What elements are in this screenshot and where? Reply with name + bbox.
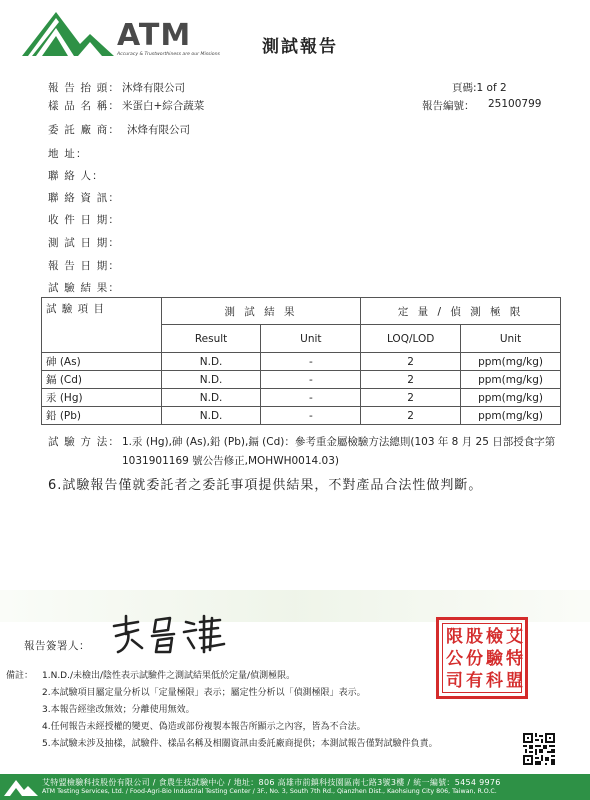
row-loq: 2 [361,389,461,407]
field-label-test-date: 測 試 日 期： [48,237,121,249]
row-loq-unit: ppm(mg/kg) [461,389,561,407]
method-text: 1.汞 (Hg),砷 (As),鉛 (Pb),鎘 (Cd)：參考重金屬檢驗方法總則(103 年 8 月 25 日部授食字第 1031901169 號公告修正,MOHWH0014.03) [122,436,556,467]
stamp-char: 檢 [486,627,503,647]
table-header-row [42,298,561,325]
field-label-received-date: 收 件 日 期： [48,214,121,226]
header-test-item: 試 驗 項 目 [42,298,162,353]
stamp-char: 公 [446,649,463,669]
mountain-logo-icon [22,8,114,58]
stamp-char: 份 [466,649,483,669]
note-item: 1.N.D./未檢出/陰性表示試驗件之測試結果低於定量/偵測極限。 [42,671,296,681]
document-title: 測試報告 [262,37,338,57]
note-item: 5.本試驗未涉及抽樣，試驗件、樣品名稱及相關資訊由委託廠商提供；本測試報告僅對試驗件負責。 [42,739,438,749]
table-row [42,353,561,371]
report-number-value: 25100799 [488,98,542,110]
subheader-loq: LOQ/LOD [361,325,461,353]
row-loq: 2 [361,407,461,425]
stamp-char: 驗 [486,649,503,669]
field-label-test-results: 試 驗 結 果： [48,282,121,294]
subheader-unit: Unit [261,325,361,353]
field-value-sample-name: 米蛋白+綜合蔬菜 [122,100,205,112]
signer-label: 報告簽署人： [24,640,90,652]
row-loq: 2 [361,353,461,371]
logo-tagline: Accuracy & Trustworthiness are our Missions [117,52,220,57]
row-loq: 2 [361,371,461,389]
table-row [42,371,561,389]
stamp-char: 股 [466,627,483,647]
row-result: N.D. [161,371,261,389]
field-label-contact: 聯 絡 人： [48,170,104,182]
stamp-char: 有 [466,671,483,691]
row-result: N.D. [161,353,261,371]
table-row [42,389,561,407]
field-label-contact-info: 聯 絡 資 訊： [48,192,121,204]
report-number-label: 報告編號： [422,100,475,112]
company-logo [22,8,220,60]
row-unit: - [261,353,361,371]
field-value-report-header: 沐烽有限公司 [122,82,185,94]
stamp-char: 特 [506,649,523,669]
results-table [41,297,561,425]
row-loq-unit: ppm(mg/kg) [461,371,561,389]
stamp-char: 盟 [506,671,523,691]
row-item: 鉛 (Pb) [42,407,162,425]
signature-image [108,612,238,658]
header-limit: 定 量 / 偵 測 極 限 [361,298,561,325]
note-item: 3.本報告經塗改無效；分離使用無效。 [42,705,195,715]
page-number: 頁碼:1 of 2 [452,82,507,94]
subheader-loq-unit: Unit [461,325,561,353]
company-seal-stamp [436,617,528,699]
notes-label: 備註： [6,671,34,681]
subheader-result: Result [161,325,261,353]
row-loq-unit: ppm(mg/kg) [461,407,561,425]
row-loq-unit: ppm(mg/kg) [461,353,561,371]
field-label-address: 地 址： [48,148,88,160]
field-label-report-date: 報 告 日 期： [48,260,121,272]
stamp-char: 艾 [506,627,523,647]
logo-text: ATM [117,18,192,53]
row-result: N.D. [161,389,261,407]
disclaimer: 6.試驗報告僅就委託者之委託事項提供結果，不對產品合法性做判斷。 [48,478,483,493]
stamp-char: 科 [486,671,503,691]
table-row [42,407,561,425]
field-label-sample-name: 樣 品 名 稱： [48,100,121,112]
footer-address-english: ATM Testing Services, Ltd. / Food-Agri-Bio Industrial Testing Center / 3F., No. 3, South 7th Rd., Qianzhen Dist., Kaohsiung City 806, Taiwan, R.O.C. [42,788,497,795]
row-item: 砷 (As) [42,353,162,371]
note-item: 4.任何報告未經授權的變更、偽造或部份複製本報告所顯示之內容，皆為不合法。 [42,722,366,732]
field-value-client: 沐烽有限公司 [127,124,190,136]
row-unit: - [261,371,361,389]
field-label-client: 委 託 廠 商： [48,124,121,136]
method-label: 試 驗 方 法： [48,436,121,448]
footer-bar [0,774,590,800]
qr-code-icon [523,733,555,765]
stamp-char: 限 [446,627,463,647]
stamp-char: 司 [446,671,463,691]
note-item: 2.本試驗項目屬定量分析以「定量極限」表示；屬定性分析以「偵測極限」表示。 [42,688,366,698]
row-item: 鎘 (Cd) [42,371,162,389]
footer-address-chinese: 艾特盟檢驗科技股份有限公司 / 食農生技試驗中心 / 地址：806 高雄市前鎮科技園區南七路3號3樓 / 統一編號：5454 9976 [42,778,501,787]
row-result: N.D. [161,407,261,425]
row-item: 汞 (Hg) [42,389,162,407]
footer-logo-icon [4,777,38,797]
header-test-result: 測 試 結 果 [161,298,361,325]
row-unit: - [261,389,361,407]
stamp-characters [445,626,524,692]
row-unit: - [261,407,361,425]
field-label-report-header: 報 告 抬 頭： [48,82,121,94]
